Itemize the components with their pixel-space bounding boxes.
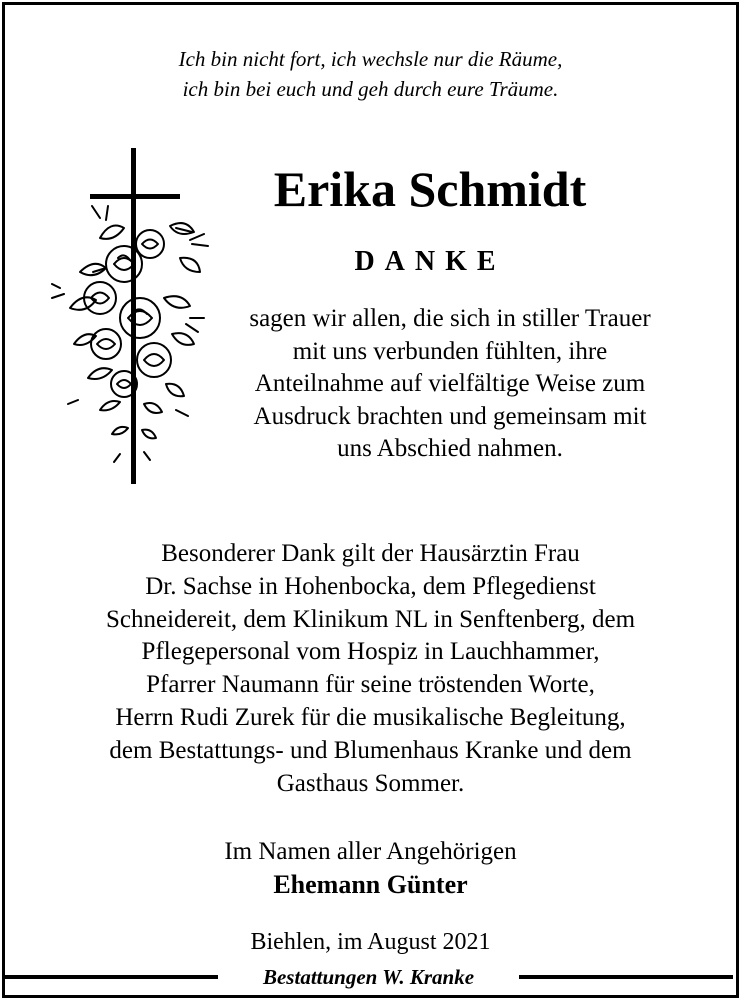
special-thanks-line: Pflegepersonal vom Hospiz in Lauchhammer, bbox=[141, 638, 600, 666]
signature-intro: Im Namen aller Angehörigen bbox=[224, 838, 517, 865]
footer-rule-right bbox=[519, 975, 733, 979]
quote-line-1: Ich bin nicht fort, ich wechsle nur die Räume, bbox=[178, 47, 563, 71]
cross-with-roses-icon bbox=[40, 148, 210, 488]
thanks-paragraph bbox=[195, 303, 705, 466]
special-thanks-line: dem Bestattungs- und Blumenhaus Kranke und dem bbox=[109, 736, 632, 764]
thanks-line: sagen wir allen, die sich in stiller Trauer bbox=[249, 305, 651, 332]
memorial-quote bbox=[0, 44, 741, 104]
thanks-line: mit uns verbunden fühlten, ihre bbox=[292, 337, 608, 365]
signature-name: Ehemann Günter bbox=[273, 870, 468, 899]
special-thanks-line: Besonderer Dank gilt der Hausärztin Frau bbox=[161, 540, 580, 567]
special-thanks-line: Schneidereit, dem Klinikum NL in Senftenberg, dem bbox=[105, 605, 636, 633]
special-thanks-line: Herrn Rudi Zurek für die musikalische Begleitung, bbox=[115, 703, 626, 731]
quote-line-2: ich bin bei euch und geh durch eure Träume. bbox=[182, 77, 559, 101]
special-thanks-line: Pfarrer Naumann für seine tröstenden Worte, bbox=[146, 671, 595, 699]
thanks-line: Anteilnahme auf vielfältige Weise zum bbox=[254, 370, 646, 397]
footer-rule-left bbox=[5, 975, 218, 979]
special-thanks-paragraph bbox=[0, 538, 741, 800]
funeral-home-credit: Bestattungen W. Kranke bbox=[262, 965, 475, 989]
special-thanks-line: Gasthaus Sommer. bbox=[276, 769, 465, 797]
special-thanks-line: Dr. Sachse in Hohenbocka, dem Pflegedienst bbox=[145, 572, 596, 600]
place-date: Biehlen, im August 2021 bbox=[250, 929, 491, 955]
thanks-line: uns Abschied nahmen. bbox=[337, 435, 563, 462]
danke-heading: DANKE bbox=[354, 246, 506, 277]
thanks-line: Ausdruck brachten und gemeinsam mit bbox=[253, 402, 647, 430]
deceased-name: Erika Schmidt bbox=[273, 161, 587, 217]
